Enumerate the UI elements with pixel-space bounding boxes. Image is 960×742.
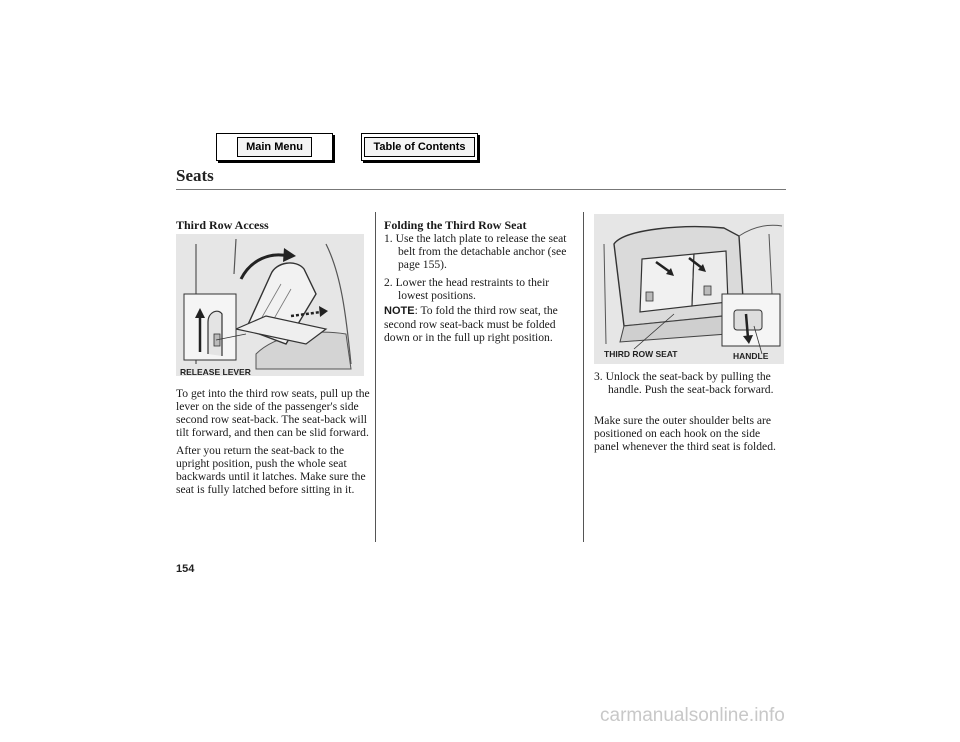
table-of-contents-label: Table of Contents — [364, 137, 474, 157]
note-text: : To fold the third row seat, the second row seat-back must be folded down or in the full up right position. — [384, 304, 558, 344]
right-paragraph: Make sure the outer shoulder belts are positioned on each hook on the side panel whenever the third seat is folded. — [594, 414, 776, 453]
column-divider-left — [375, 212, 376, 542]
release-lever-illustration — [176, 234, 364, 376]
seat-tilt-drawing — [176, 234, 364, 376]
handle-caption: HANDLE — [733, 351, 769, 361]
main-menu-button[interactable] — [216, 133, 333, 161]
column-divider-right — [583, 212, 584, 542]
table-of-contents-button[interactable] — [361, 133, 478, 161]
note-paragraph — [384, 304, 576, 344]
right-body-text — [594, 414, 786, 458]
watermark: carmanualsonline.info — [600, 705, 785, 726]
third-row-access-heading: Third Row Access — [176, 218, 269, 232]
main-menu-label: Main Menu — [237, 137, 312, 157]
left-body-text — [176, 387, 371, 501]
middle-steps-list — [384, 232, 576, 307]
title-divider — [176, 189, 786, 190]
section-title: Seats — [176, 166, 214, 185]
third-row-seat-illustration — [594, 214, 784, 364]
step-item: 3. Unlock the seat-back by pulling the handle. Push the seat-back forward. — [594, 370, 774, 396]
step-item: 2. Lower the head restraints to their lowest positions. — [384, 276, 550, 302]
left-paragraph: To get into the third row seats, pull up the lever on the side of the passenger's side second row seat-back. The seat-back will tilt forward, and then can be slid forward. — [176, 387, 370, 439]
note-label: NOTE — [384, 305, 415, 317]
folding-third-row-heading: Folding the Third Row Seat — [384, 218, 527, 232]
page-number: 154 — [176, 563, 195, 575]
cargo-area-drawing — [594, 214, 784, 364]
right-steps-list — [594, 370, 786, 401]
release-lever-caption: RELEASE LEVER — [180, 367, 251, 377]
step-item: 1. Use the latch plate to release the seat belt from the detachable anchor (see page 155). — [384, 232, 567, 271]
third-row-seat-caption: THIRD ROW SEAT — [604, 349, 678, 359]
left-paragraph: After you return the seat-back to the upright position, push the whole seat backwards until it latches. Make sure the seat is fully latched before sitting in it. — [176, 444, 366, 496]
